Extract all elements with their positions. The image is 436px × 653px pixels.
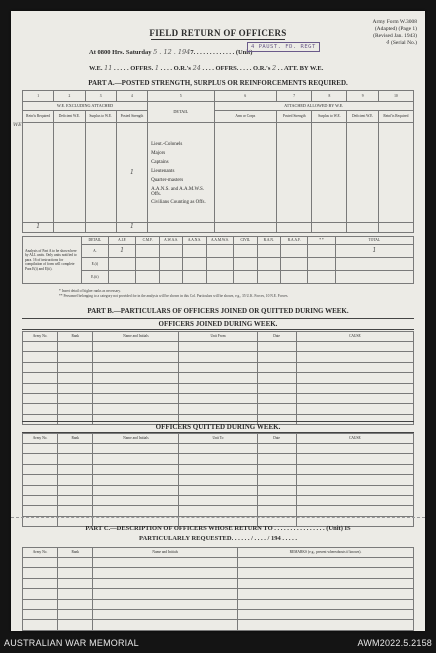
joined-col-header: CAUSE [296, 332, 413, 342]
analysis-header: TOTAL [335, 237, 413, 245]
ors-handwritten: 24 [192, 64, 201, 72]
part-c-col-header: Rank [58, 548, 93, 558]
at-time-label: At 0800 Hrs. Saturday [89, 49, 152, 56]
detail-header: DETAIL [148, 102, 214, 123]
col-number: 10 [378, 91, 413, 102]
serial-handwritten: 4 [386, 40, 390, 46]
quitted-col-header: Unit To [179, 434, 257, 444]
table-row [23, 578, 414, 588]
quitted-heading: OFFICERS QUITTED DURING WEEK. [22, 421, 414, 433]
we-handwritten: 11 [104, 64, 113, 72]
table-row [23, 404, 414, 414]
sub-header: Posted Strength [116, 111, 147, 123]
part-c-heading: PART C.—DESCRIPTION OF OFFICERS WHOSE RETURN TO . . . . . . . . . . . . . . . . (Unit) IS [85, 525, 351, 532]
analysis-header: CIVIL [234, 237, 257, 245]
joined-col-header: Unit From [179, 332, 257, 342]
table-row [23, 342, 414, 352]
analysis-note: Analysis of Part A to be shown here by ALL units. Only units notified to para. 16 of instructions for compilation of form will complete Para E(i) and E(ii). [23, 237, 82, 284]
joined-table [22, 331, 414, 425]
part-b-heading: PART B.—PARTICULARS OF OFFICERS JOINED OR QUITTED DURING WEEK. [87, 307, 349, 315]
col-number: 8 [312, 91, 347, 102]
sub-header: Deficient W.E. [54, 111, 85, 123]
table-row [23, 589, 414, 599]
table-row [23, 485, 414, 495]
analysis-header: C.M.F. [136, 237, 159, 245]
unit-label: 7. . . . . . . . . . . . . (Unit) [190, 49, 253, 56]
table-row [23, 362, 414, 372]
we-strength-line: W.E. 11 . . . . . OFFRS. 1 . . . . O.R.'s 24 . . . . OFFRS. . . . . O.R.'s 2 . . ATT. BY W.E. [89, 64, 324, 72]
part-c-col-header: Army No. [23, 548, 58, 558]
joined-col-header: Army No. [23, 332, 58, 342]
table-row [23, 495, 414, 505]
joined-col-header: Rank [58, 332, 93, 342]
form-id-revised: (Revised Jan. 1943) [373, 33, 417, 39]
rank-label: A.A.N.S. and A.A.M.W.S. Offs. [151, 186, 205, 198]
sub-header: Surplus to W.E. [312, 111, 347, 123]
table-row [23, 568, 414, 578]
form-id-line: Army Form W.3008 [372, 19, 417, 25]
quitted-table [22, 433, 414, 527]
table-row [23, 383, 414, 393]
table-row [23, 558, 414, 568]
rank-label: Lieutenants [151, 168, 175, 174]
quitted-col-header: CAUSE [296, 434, 413, 444]
totals-row [23, 223, 414, 233]
table-row [23, 454, 414, 464]
column-numbers-row [23, 91, 414, 102]
table-row [23, 352, 414, 362]
rank-detail-list [148, 123, 214, 223]
sub-header: Posted Strength [277, 111, 312, 123]
analysis-header: A.W.A.S. [159, 237, 182, 245]
part-c-table [22, 547, 414, 631]
table-row [23, 609, 414, 619]
part-a-heading: PART A.—POSTED STRENGTH, SURPLUS OR REINFORCEMENTS REQUIRED. [88, 79, 348, 87]
col-number: 1 [23, 91, 54, 102]
form-id-adapted: (Adapted) (Page 1) [374, 26, 417, 32]
table-row [23, 475, 414, 485]
col-number: 2 [54, 91, 85, 102]
table-row [23, 373, 414, 383]
col-number: 3 [85, 91, 116, 102]
table-row [23, 393, 414, 403]
margin-we-mark: WE [13, 122, 22, 128]
analysis-row-label: E.(i) [81, 258, 108, 271]
footnote-ranks: * Insert detail of higher ranks as necessary. [59, 289, 121, 293]
analysis-row-a [23, 245, 414, 258]
rank-label: Majors [151, 150, 166, 156]
form-title: FIELD RETURN OF OFFICERS [149, 28, 287, 38]
col-number: 4 [116, 91, 147, 102]
quitted-col-header: Rank [58, 434, 93, 444]
form-page [11, 11, 425, 631]
rank-label: Civilians Counting as Offs. [151, 199, 206, 205]
sub-header: Surplus to W.E. [85, 111, 116, 123]
sub-header: Deficient W.E. [347, 111, 378, 123]
aif-mark: 1 [120, 246, 125, 254]
title-underline [151, 39, 285, 40]
analysis-row-label: A. [81, 245, 108, 258]
rank-label: Quarter-masters [151, 177, 184, 183]
quitted-col-header: Army No. [23, 434, 58, 444]
analysis-header: R.A.N. [257, 237, 280, 245]
analysis-row-label: E.(ii) [81, 271, 108, 284]
rank-label: Lieut.-Colonels [151, 141, 183, 147]
sub-header: Arm or Corps [214, 111, 277, 123]
col-number: 5 [148, 91, 214, 102]
total-mark: 1 [36, 223, 41, 231]
analysis-header: A.I.F. [109, 237, 136, 245]
fold-line [11, 517, 425, 518]
joined-col-header: Name and Initials [93, 332, 179, 342]
part-a-table [22, 90, 414, 233]
part-c-col-header: Name and Initials [93, 548, 238, 558]
archive-caption-right: AWM2022.5.2158 [357, 638, 432, 648]
table-row [23, 599, 414, 609]
col-number: 6 [214, 91, 277, 102]
posted-strength-mark: 1 [130, 169, 134, 176]
analysis-table [22, 236, 414, 284]
time-unit-line [89, 48, 252, 56]
date-handwritten: 5 . 12 . 194 [153, 48, 191, 56]
col-number: 7 [277, 91, 312, 102]
analysis-header: DETAIL [81, 237, 108, 245]
rank-label: Captains [151, 159, 169, 165]
analysis-header: A.A.N.S. [183, 237, 206, 245]
table-row [23, 444, 414, 454]
analysis-row-ei [23, 258, 414, 271]
joined-col-header: Date [257, 332, 296, 342]
table-row [23, 620, 414, 630]
ors2-handwritten: 2 [272, 64, 277, 72]
strength-body-row [23, 123, 414, 223]
sub-header: Rein'ts Required [23, 111, 54, 123]
quitted-col-header: Date [257, 434, 296, 444]
analysis-header: * * [308, 237, 335, 245]
sub-header: Reinf'ts Required [378, 111, 413, 123]
joined-heading: OFFICERS JOINED DURING WEEK. [22, 318, 414, 330]
footnote-categories: ** Personnel belonging to a category not provided for in the analysis will be shown in this Col. Particulars will be shown, e.g., 35 U.K. Forces, 10 N.E. Forces. [59, 294, 289, 298]
attached-allowed-header: ATTACHED ALLOWED BY W.E. [214, 102, 413, 111]
table-row [23, 506, 414, 516]
analysis-header: R.A.A.F. [281, 237, 308, 245]
quitted-col-header: Name and Initials [93, 434, 179, 444]
we-excluding-attached: W.E. EXCLUDING ATTACHED [23, 102, 148, 111]
unit-stamp: 4 PAUST. FD. REGT [247, 42, 320, 52]
serial-number-label: 4 (Serial No.) [386, 40, 417, 46]
col-number: 9 [347, 91, 378, 102]
offrs-handwritten: 1 [154, 64, 159, 72]
part-c-col-header: REMARKS (e.g., present whereabouts if known). [238, 548, 414, 558]
archive-caption-left: AUSTRALIAN WAR MEMORIAL [4, 638, 139, 648]
total-posted-mark: 1 [130, 223, 134, 231]
analysis-row-eii [23, 271, 414, 284]
table-row [23, 464, 414, 474]
analysis-total-mark: 1 [372, 246, 377, 254]
analysis-header: A.A.M.W.S. [206, 237, 233, 245]
part-c-subheading: PARTICULARLY REQUESTED. . . . . . / . . . . / 194 . . . . . [139, 535, 297, 542]
